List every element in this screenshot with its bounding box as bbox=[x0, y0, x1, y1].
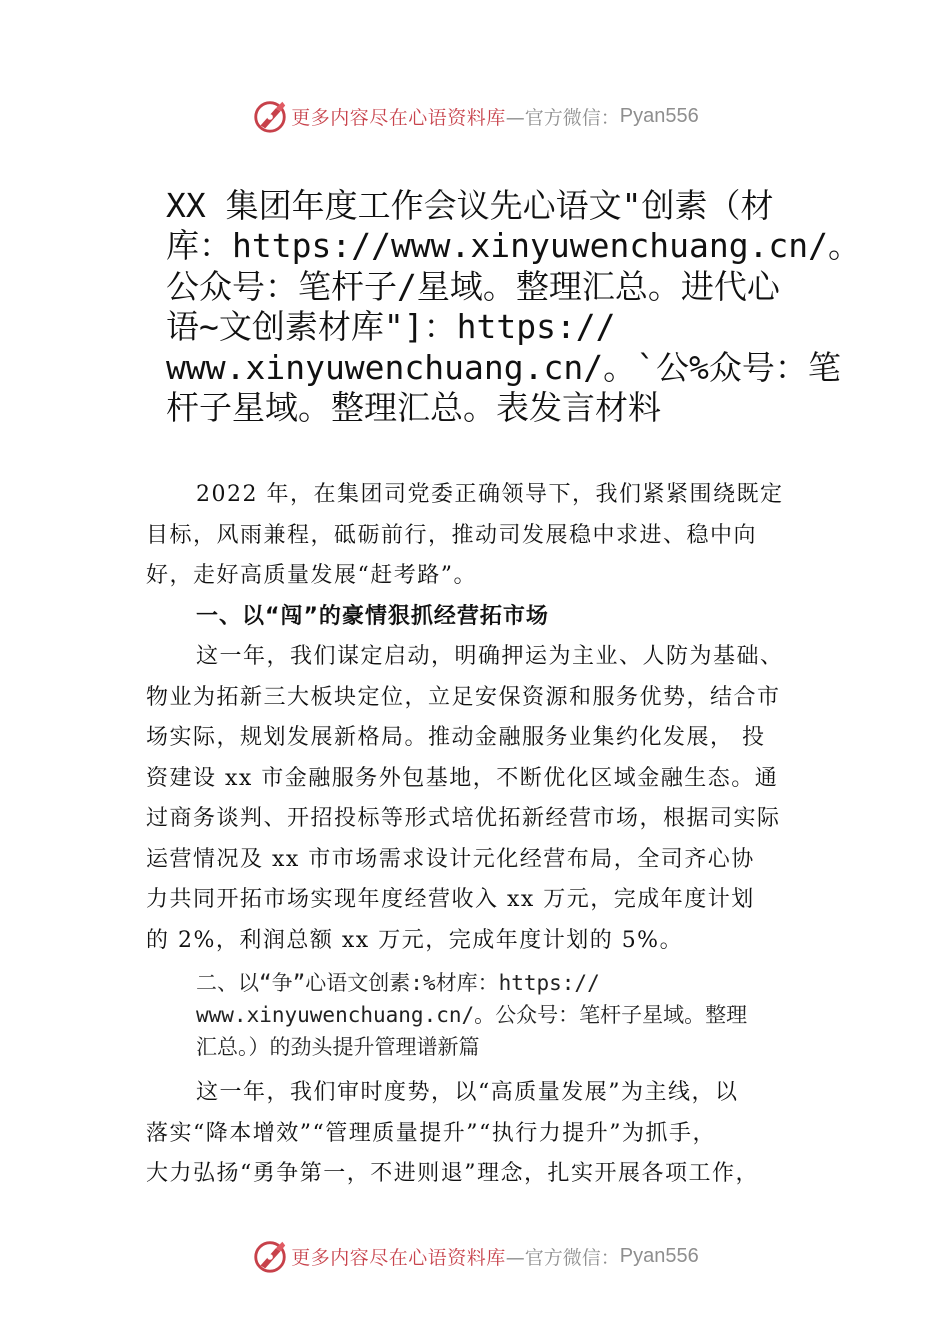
heading-line: 二、以“争”心语文创素:%材库：https:// bbox=[196, 971, 600, 995]
heading-line: 汇总。）的劲头提升管理谱新篇 bbox=[196, 1035, 480, 1059]
banner-wechat-label: —官方微信： bbox=[505, 1246, 620, 1269]
paragraph-line: 资建设 xx 市金融服务外包基地，不断优化区域金融生态。通 bbox=[146, 765, 779, 791]
title-line: 库：https://www.xinyuwenchuang.cn/。 bbox=[166, 226, 862, 266]
paragraph-line: 2022 年，在集团司党委正确领导下，我们紧紧围绕既定 bbox=[196, 482, 784, 507]
paragraph-line: 好，走好高质量发展“赶考路”。 bbox=[146, 563, 477, 588]
paragraph-line: 物业为拓新三大板块定位，立足安保资源和服务优势，结合市 bbox=[146, 684, 781, 710]
paragraph-line: 这一年，我们审时度势，以“高质量发展”为主线，以 bbox=[196, 1080, 739, 1105]
paragraph-line: 大力弘扬“勇争第一，不进则退”理念，扎实开展各项工作， bbox=[146, 1161, 759, 1186]
paragraph-line: 运营情况及 xx 市市场需求设计元化经营布局，全司齐心协 bbox=[146, 846, 755, 872]
title-line: 杆子星域。整理汇总。表发言材料 bbox=[166, 388, 661, 428]
title-line: 公众号：笔杆子/星域。整理汇总。进代心 bbox=[166, 266, 780, 306]
title-line: XX 集团年度工作会议先心语文"创素（材 bbox=[166, 186, 774, 225]
pen-seal-logo-icon bbox=[251, 97, 289, 135]
intro-paragraph bbox=[146, 475, 826, 597]
title-line: 语~文创素材库"]：https:// bbox=[166, 307, 616, 347]
paragraph-line: 的 2%，利润总额 xx 万元，完成年度计划的 5%。 bbox=[146, 927, 684, 953]
banner-wechat-id: Pyan556 bbox=[619, 104, 699, 127]
banner-wechat-id: Pyan556 bbox=[619, 1244, 699, 1267]
paragraph-line: 目标，风雨兼程，砥砺前行，推动司发展稳中求进、稳中向 bbox=[146, 522, 758, 548]
footer-watermark-banner bbox=[0, 1232, 950, 1280]
pen-seal-logo-icon bbox=[251, 1237, 289, 1275]
heading-line: www.xinyuwenchuang.cn/。公众号：笔杆子星域。整理 bbox=[196, 1003, 748, 1027]
section-1-paragraph bbox=[146, 637, 826, 961]
banner-library-text: 更多内容尽在心语资料库 bbox=[291, 106, 506, 129]
title-line: www.xinyuwenchuang.cn/。`公%众号：笔 bbox=[166, 347, 841, 387]
paragraph-line: 落实“降本增效”“管理质量提升”“执行力提升”为抓手， bbox=[146, 1120, 716, 1146]
banner-wechat-label: —官方微信： bbox=[505, 106, 620, 129]
banner-library-text: 更多内容尽在心语资料库 bbox=[291, 1246, 506, 1269]
paragraph-line: 场实际，规划发展新格局。推动金融服务业集约化发展， 投 bbox=[146, 725, 766, 750]
section-heading-2 bbox=[196, 967, 826, 1063]
paragraph-line: 过商务谈判、开招投标等形式培优拓新经营市场，根据司实际 bbox=[146, 806, 781, 831]
paragraph-line: 力共同开拓市场实现年度经营收入 xx 万元，完成年度计划 bbox=[146, 887, 755, 912]
section-2-paragraph bbox=[146, 1073, 826, 1195]
document-title bbox=[166, 186, 862, 428]
header-watermark-banner bbox=[0, 92, 950, 140]
document-body bbox=[146, 475, 826, 1195]
paragraph-line: 这一年，我们谋定启动，明确押运为主业、人防为基础、 bbox=[196, 644, 784, 669]
section-heading-1: 一、以“闯”的豪情狠抓经营拓市场 bbox=[196, 603, 549, 629]
